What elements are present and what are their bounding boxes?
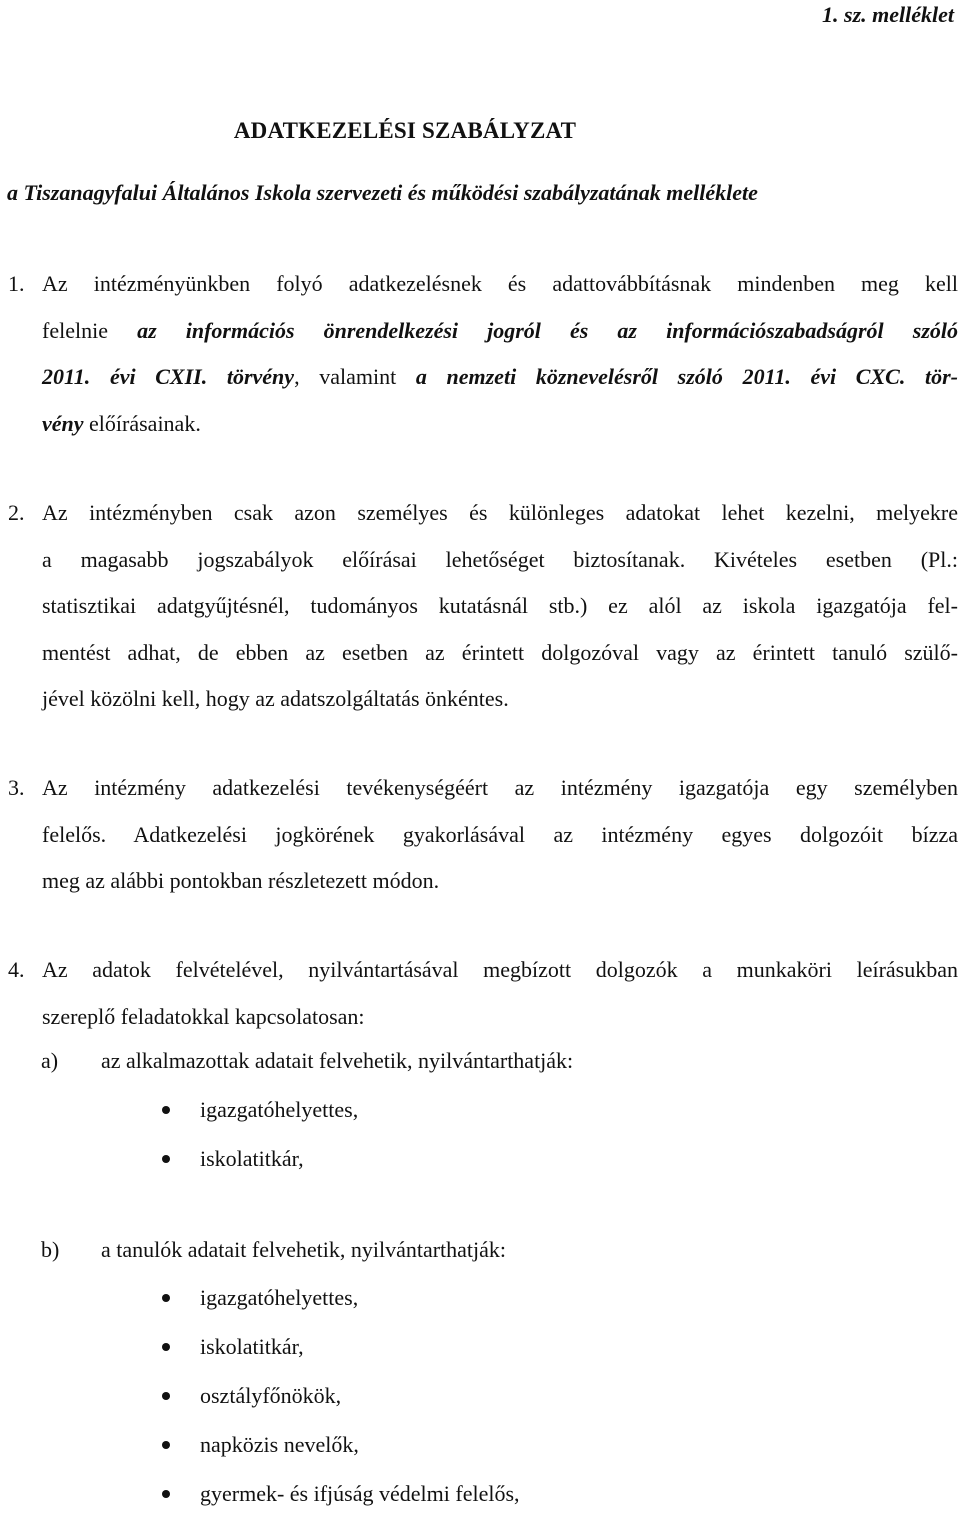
bullet-icon <box>162 1155 170 1163</box>
list-item-text: osztályfőnökök, <box>200 1383 342 1408</box>
annex-label: 1. sz. melléklet <box>822 2 954 27</box>
list-item-text: igazgatóhelyettes, <box>200 1097 359 1122</box>
text-run: felelnie <box>42 317 138 343</box>
document-title: ADATKEZELÉSI SZABÁLYZAT <box>233 118 577 143</box>
paragraph-line: Az intézményünkben folyó adatkezelésnek és adattovábbításnak mindenben meg kell <box>42 271 958 296</box>
paragraph-line: felelős. Adatkezelési jogkörének gyakorlásával az intézmény egyes dolgozóit bízza <box>42 821 958 847</box>
bullet-list-b <box>158 1285 858 1530</box>
item-text: a tanulók adatait felvehetik, nyilvántarthatják: <box>101 1237 507 1262</box>
bullet-list-a <box>158 1097 858 1195</box>
paragraph-line: szereplő feladatokkal kapcsolatosan: <box>42 1003 365 1029</box>
document-subtitle: a Tiszanagyfalui Általános Iskola szervezeti és működési szabályzatának melléklete <box>7 180 758 205</box>
bullet-icon <box>162 1294 170 1302</box>
paragraph-line: Az adatok felvételével, nyilvántartásával megbízott dolgozók a munkaköri leírásukban <box>42 957 958 982</box>
list-item <box>158 1432 858 1481</box>
item-letter: b) <box>41 1237 60 1262</box>
text-run: , valamint <box>294 364 416 389</box>
paragraph-line <box>42 354 958 401</box>
list-item-text: napközis nevelők, <box>200 1432 359 1457</box>
list-item <box>158 1334 858 1383</box>
bullet-icon <box>162 1392 170 1400</box>
bullet-icon <box>162 1441 170 1449</box>
paragraph-number: 4. <box>8 957 25 982</box>
paragraph-line <box>42 401 958 448</box>
text-run: előírásainak. <box>83 410 201 436</box>
list-item-text: iskolatitkár, <box>200 1334 304 1359</box>
bullet-icon <box>162 1106 170 1114</box>
paragraph-number: 3. <box>8 775 25 800</box>
paragraph-line: Az intézmény adatkezelési tevékenységéért az intézmény igazgatója egy személyben <box>42 775 958 800</box>
list-item <box>158 1383 858 1432</box>
list-item-text: gyermek- és ifjúság védelmi felelős, <box>200 1481 520 1506</box>
law-reference: a nemzeti köznevelésről szóló 2011. évi CXC. tör- <box>415 364 958 389</box>
paragraph-3 <box>8 765 958 905</box>
paragraph-line <box>42 308 958 355</box>
list-item-text: iskolatitkár, <box>200 1146 304 1171</box>
item-letter: a) <box>41 1048 59 1073</box>
paragraph-line: a magasabb jogszabályok előírásai lehetőséget biztosítanak. Kivételes esetben (Pl.: <box>42 546 958 572</box>
item-text: az alkalmazottak adatait felvehetik, nyilvántarthatják: <box>101 1048 574 1073</box>
paragraph-line: mentést adhat, de ebben az esetben az érintett dolgozóval vagy az érintett tanuló szülő- <box>42 639 958 665</box>
law-reference: 2011. évi CXII. törvény <box>42 364 295 389</box>
paragraph-number: 1. <box>8 271 25 296</box>
paragraph-1 <box>8 261 958 447</box>
law-reference: vény <box>42 410 84 436</box>
list-item-text: igazgatóhelyettes, <box>200 1285 359 1310</box>
bullet-icon <box>162 1490 170 1498</box>
paragraph-line: Az intézményben csak azon személyes és különleges adatokat lehet kezelni, melyekre <box>42 500 958 525</box>
paragraph-2 <box>8 490 958 723</box>
list-item <box>158 1285 858 1334</box>
paragraph-number: 2. <box>8 500 25 525</box>
list-item <box>158 1097 858 1146</box>
list-item <box>158 1146 858 1195</box>
paragraph-line: statisztikai adatgyűjtésnél, tudományos kutatásnál stb.) ez alól az iskola igazgatója fel- <box>42 593 958 618</box>
paragraph-line: jével közölni kell, hogy az adatszolgáltatás önkéntes. <box>42 686 509 711</box>
paragraph-line: meg az alábbi pontokban részletezett módon. <box>42 868 440 893</box>
law-reference: az információs önrendelkezési jogról és az információszabadságról szóló <box>137 317 958 343</box>
paragraph-4 <box>8 947 958 1040</box>
bullet-icon <box>162 1343 170 1351</box>
